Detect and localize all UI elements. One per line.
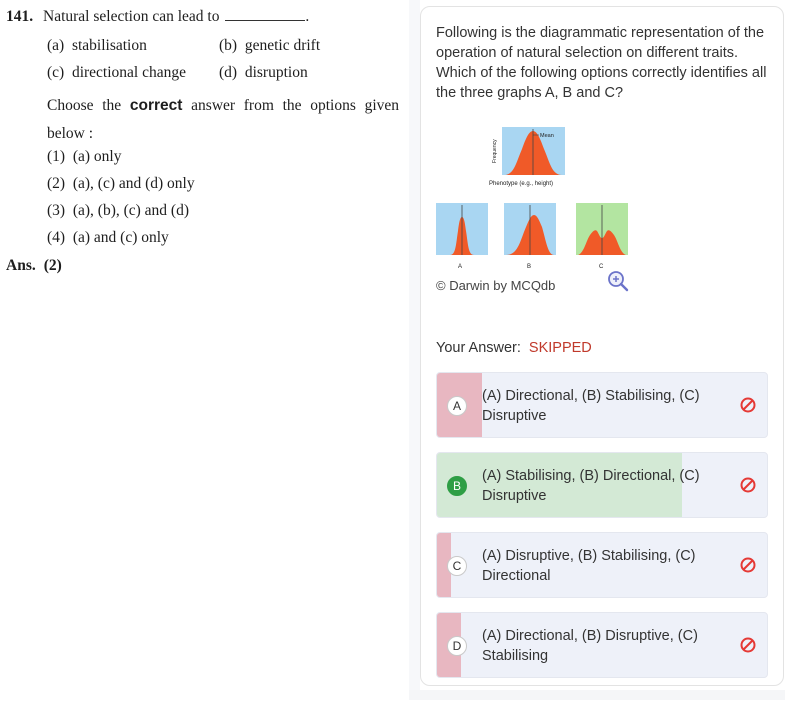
choice-2: (2) (a), (c) and (d) only: [47, 175, 195, 192]
question-stem: Natural selection can lead to: [43, 8, 220, 25]
option-a-text: (A) Directional, (B) Stabilising, (C) Disruptive: [482, 388, 700, 424]
option-b-letter: B: [447, 476, 467, 496]
answer-blank: [225, 7, 305, 21]
wrong-icon: [739, 476, 757, 494]
mean-label: Mean: [540, 133, 554, 139]
panel-b-label: B: [527, 264, 532, 270]
option-b-text: (A) Stabilising, (B) Directional, (C) Disruptive: [482, 468, 700, 504]
answer-label: Ans.: [6, 257, 36, 274]
your-answer-label: Your Answer:: [436, 340, 521, 356]
card-bottom-strip: [409, 690, 785, 700]
wrong-icon: [739, 556, 757, 574]
answer-option-b[interactable]: [436, 452, 768, 518]
answer-option-a[interactable]: [436, 372, 768, 438]
panel-c-label: C: [599, 264, 604, 270]
option-a-letter: A: [447, 396, 467, 416]
question-stem-line: [6, 7, 309, 26]
your-answer-status: SKIPPED: [528, 340, 592, 356]
x-axis-label: Phenotype (e.g., height): [489, 181, 554, 187]
instruction-text: Choose the correct answer from the options given below :: [47, 97, 400, 142]
y-axis-label: Frequency: [492, 139, 498, 163]
answer-line: [6, 257, 62, 275]
question-number: 141.: [6, 8, 34, 25]
textbook-option-a: (a) stabilisation: [47, 37, 147, 54]
choice-4: (4) (a) and (c) only: [47, 229, 169, 246]
option-c-letter: C: [447, 556, 467, 576]
textbook-option-b: (b) genetic drift: [219, 37, 321, 54]
answer-value: (2): [43, 257, 62, 274]
option-d-letter: D: [447, 636, 467, 656]
wrong-icon: [739, 636, 757, 654]
blank-end: .: [305, 8, 310, 25]
zoom-icon[interactable]: [607, 270, 629, 292]
selection-diagram[interactable]: [436, 123, 632, 288]
textbook-option-d: (d) disruption: [219, 64, 308, 81]
quiz-question-text: Following is the diagrammatic representation of the operation of natural selection on different traits. Which of the following options correctly identifies all the three graphs A, B and C?: [436, 25, 767, 101]
textbook-option-c: (c) directional change: [47, 64, 186, 81]
choice-1: (1) (a) only: [47, 148, 122, 165]
quiz-card: [420, 6, 784, 686]
panel-a-label: A: [458, 264, 463, 270]
your-answer: [436, 340, 592, 356]
card-shadow-strip: [409, 0, 420, 700]
answer-option-d[interactable]: [436, 612, 768, 678]
wrong-icon: [739, 396, 757, 414]
answer-option-c[interactable]: [436, 532, 768, 598]
choice-3: (3) (a), (b), (c) and (d): [47, 202, 190, 219]
option-d-text: (A) Directional, (B) Disruptive, (C) Stabilising: [482, 628, 698, 664]
image-credit: © Darwin by MCQdb: [436, 278, 556, 293]
option-c-text: (A) Disruptive, (B) Stabilising, (C) Directional: [482, 548, 696, 584]
